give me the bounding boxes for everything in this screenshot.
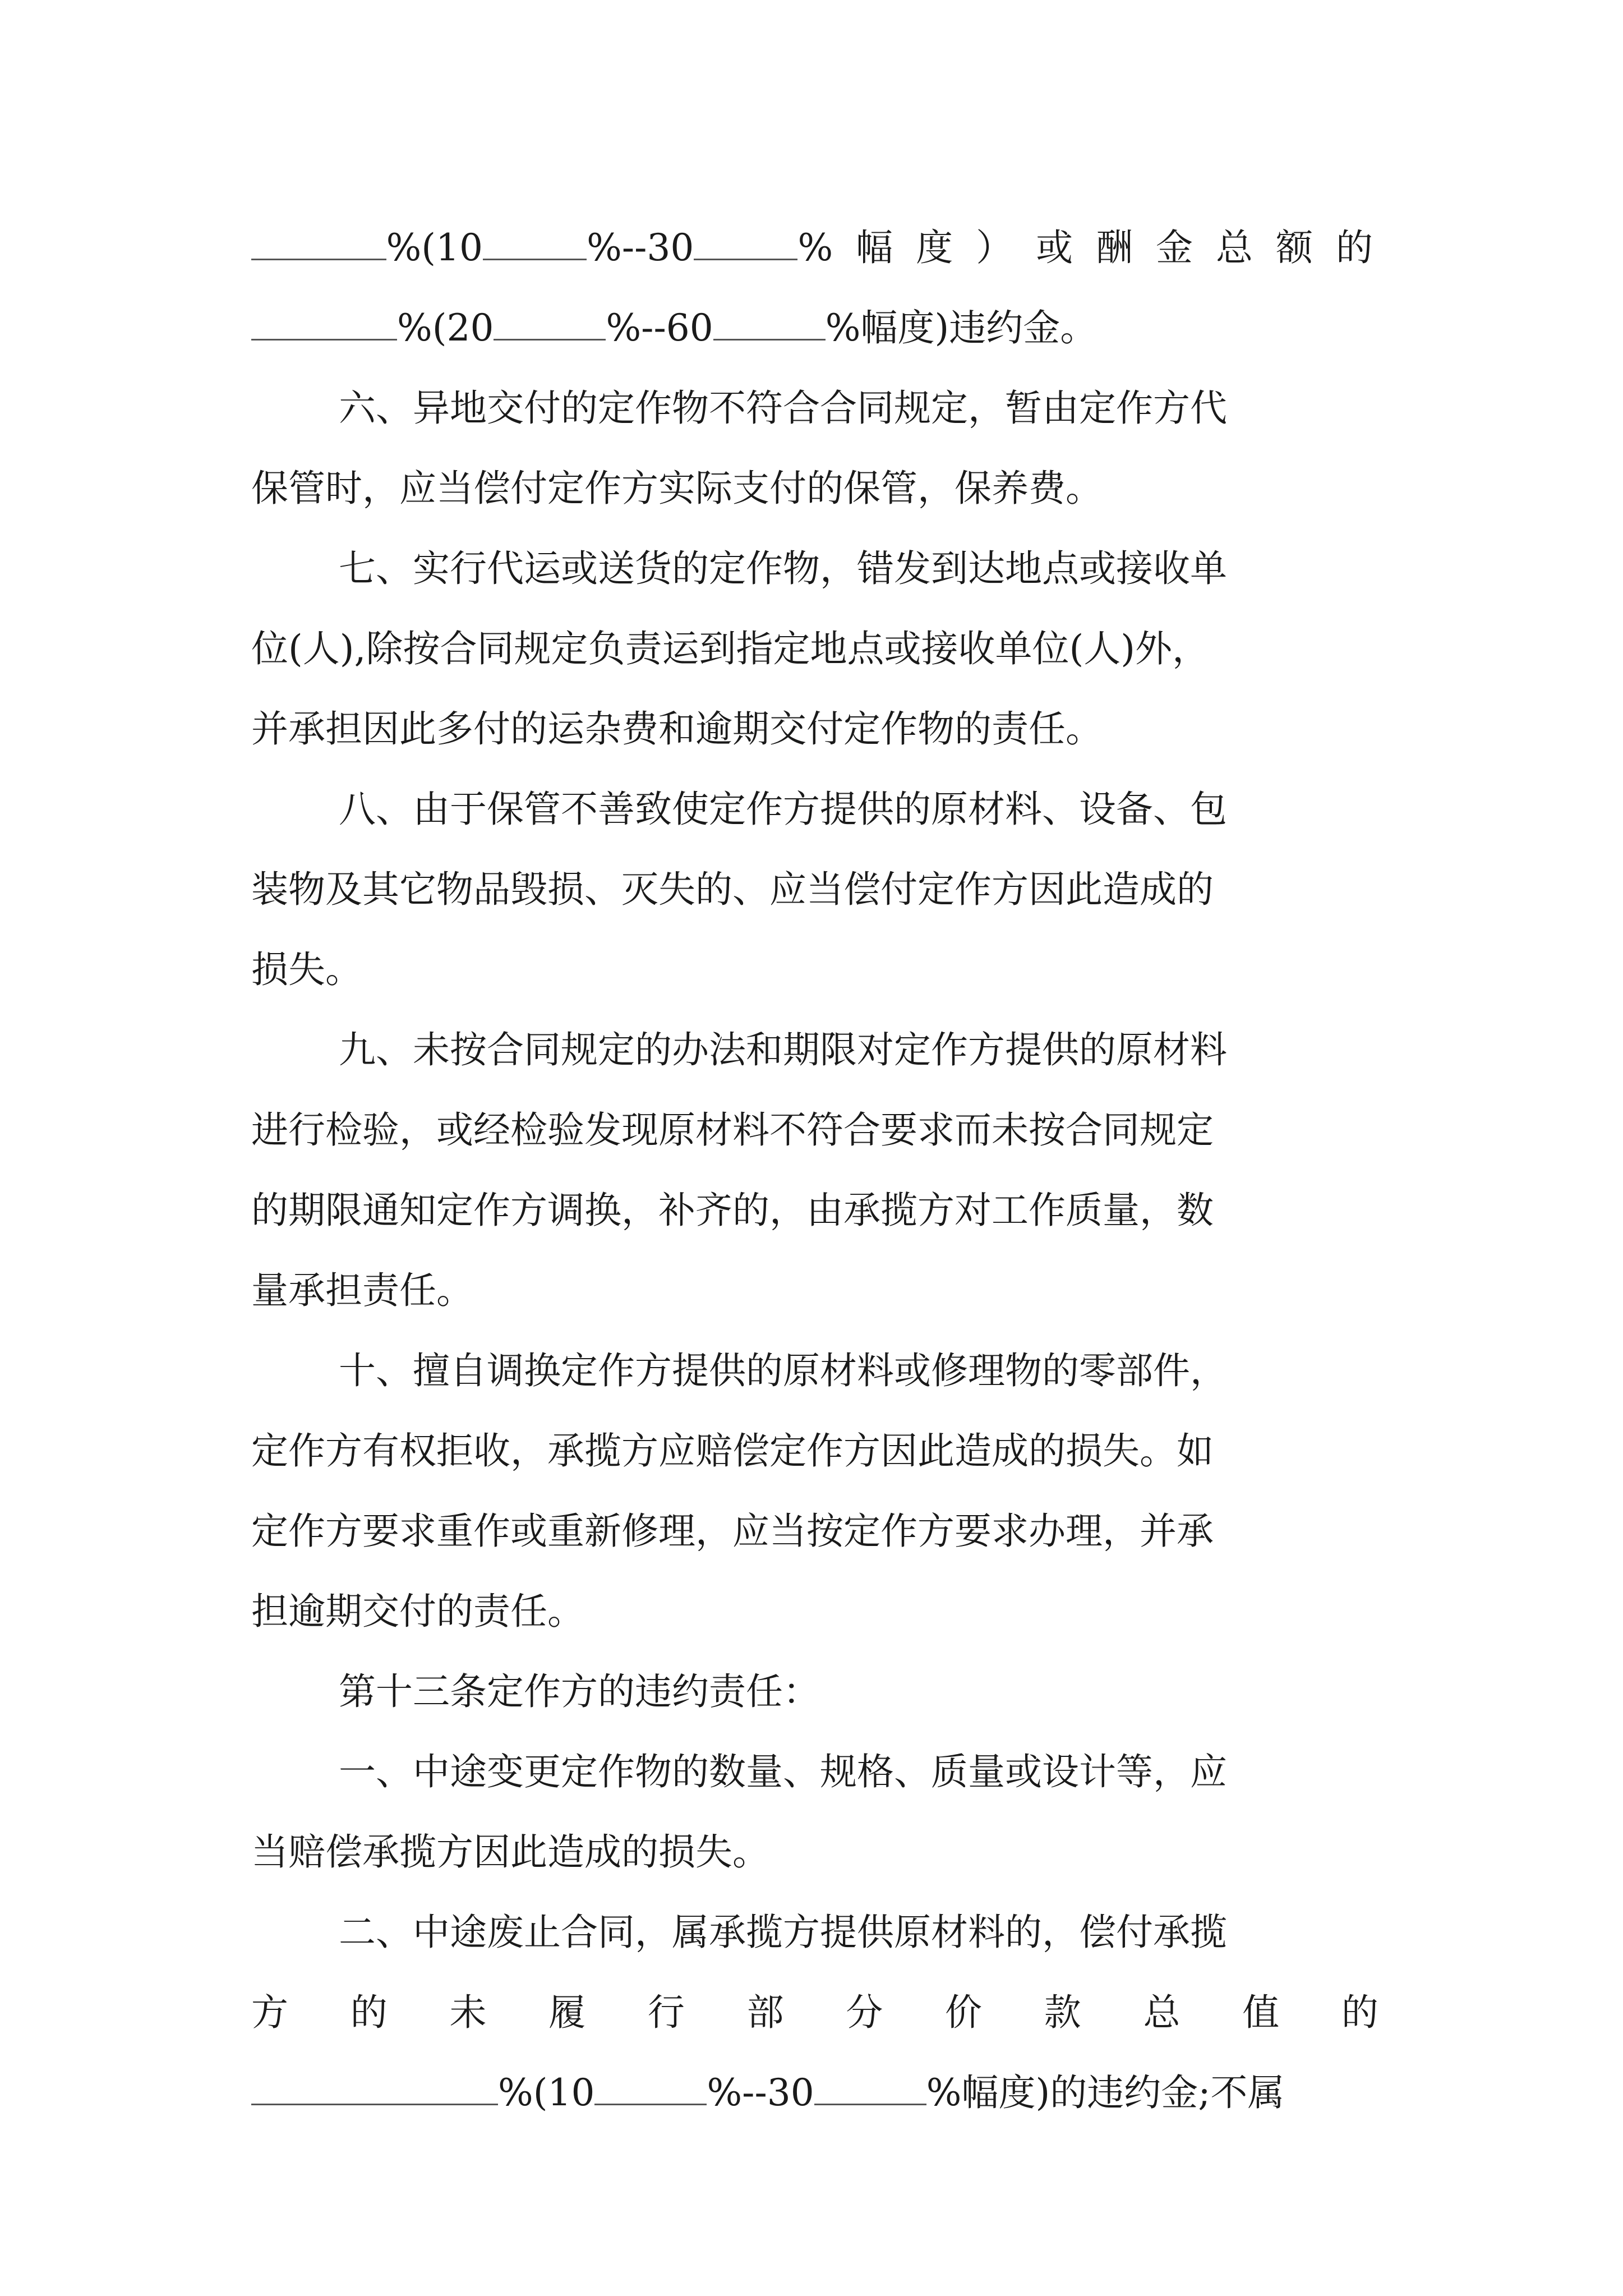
fill-blank <box>814 2071 926 2105</box>
char: 未 <box>449 1991 487 2034</box>
fill-blank <box>483 226 587 260</box>
paragraph-line: 量承担责任。 <box>251 1269 473 1312</box>
text-fragment: %(10 <box>386 226 483 269</box>
text-fragment: %--60 <box>606 306 713 349</box>
paragraph-line: 装物及其它物品毁损、灭失的、应当偿付定作方因此造成的 <box>251 868 1214 911</box>
paragraph-line: 进行检验，或经检验发现原材料不符合要求而未按合同规定 <box>251 1108 1214 1152</box>
char: 分 <box>846 1991 883 2034</box>
paragraph-line: 位(人),除按合同规定负责运到指定地点或接收单位(人)外， <box>251 627 1209 670</box>
paragraph-line: 的期限通知定作方调换，补齐的，由承揽方对工作质量，数 <box>251 1189 1214 1232</box>
paragraph-line: 六、异地交付的定作物不符合合同规定，暂由定作方代 <box>339 386 1227 430</box>
char: 方 <box>251 1991 288 2034</box>
text-fragment: %(20 <box>397 306 494 349</box>
justified-line <box>251 1972 1378 2053</box>
char: 的 <box>1341 1991 1378 2034</box>
document-body <box>251 208 1378 2133</box>
paragraph-line: 定作方有权拒收，承揽方应赔偿定作方因此造成的损失。如 <box>251 1429 1214 1473</box>
paragraph-line: 并承担因此多付的运杂费和逾期交付定作物的责任。 <box>251 707 1103 751</box>
paragraph-line: 当赔偿承揽方因此造成的损失。 <box>251 1830 769 1874</box>
paragraph-line: 定作方要求重作或重新修理，应当按定作方要求办理，并承 <box>251 1510 1214 1553</box>
paragraph-line: 担逾期交付的责任。 <box>251 1590 584 1633</box>
text-line <box>251 288 1378 368</box>
fill-blank <box>713 306 826 341</box>
text-fragment: %--30 <box>707 2071 814 2114</box>
paragraph-line: 八、由于保管不善致使定作方提供的原材料、设备、包 <box>339 788 1227 831</box>
char: 部 <box>746 1991 784 2034</box>
text-fragment: %--30 <box>587 226 694 269</box>
fill-blank <box>251 2071 498 2105</box>
char: 履 <box>548 1991 586 2034</box>
paragraph-line: 九、未按合同规定的办法和期限对定作方提供的原材料 <box>339 1028 1227 1071</box>
fill-blank <box>594 2071 707 2105</box>
fill-blank <box>251 306 397 341</box>
fill-blank <box>251 226 386 260</box>
char: 总 <box>1143 1991 1181 2034</box>
text-fragment: % 幅 度 ） 或 酬 金 总 额 的 <box>797 226 1378 269</box>
text-line <box>251 208 1378 288</box>
char: 款 <box>1044 1991 1081 2034</box>
char: 行 <box>647 1991 685 2034</box>
paragraph-line: 七、实行代运或送货的定作物，错发到达地点或接收单 <box>339 547 1227 590</box>
text-fragment: %(10 <box>498 2071 595 2114</box>
fill-blank <box>494 306 606 341</box>
section-heading: 第十三条定作方的违约责任： <box>339 1670 820 1713</box>
fill-blank <box>694 226 797 260</box>
paragraph-line: 损失。 <box>251 948 362 991</box>
text-line <box>251 2053 1378 2133</box>
paragraph-line: 十、擅自调换定作方提供的原材料或修理物的零部件， <box>339 1349 1227 1392</box>
text-fragment: %幅度)的违约金;不属 <box>926 2071 1285 2114</box>
char: 价 <box>945 1991 983 2034</box>
paragraph-line: 二、中途废止合同，属承揽方提供原材料的，偿付承揽 <box>339 1911 1227 1954</box>
paragraph-line: 保管时，应当偿付定作方实际支付的保管，保养费。 <box>251 467 1103 510</box>
char: 的 <box>350 1991 388 2034</box>
char: 值 <box>1242 1991 1280 2034</box>
text-fragment: %幅度)违约金。 <box>825 306 1098 349</box>
paragraph-line: 一、中途变更定作物的数量、规格、质量或设计等，应 <box>339 1750 1227 1793</box>
